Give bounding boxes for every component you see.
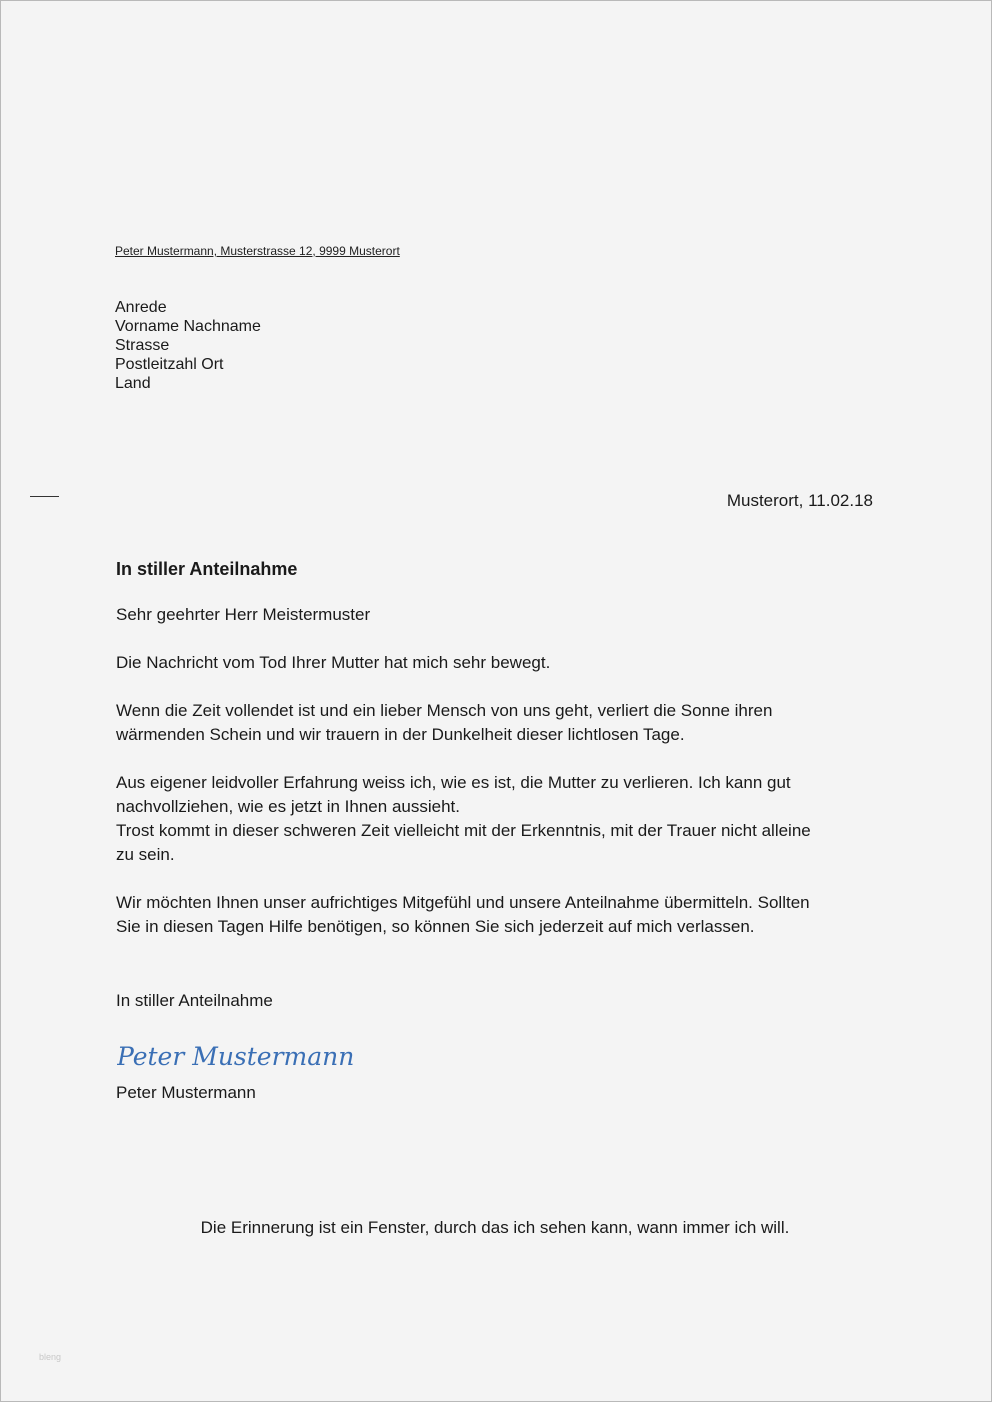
signature-text: Peter Mustermann bbox=[117, 1042, 355, 1071]
body-paragraph bbox=[116, 651, 886, 675]
closing-phrase: In stiller Anteilnahme bbox=[116, 991, 273, 1010]
letter-subject: In stiller Anteilnahme bbox=[116, 559, 298, 579]
closing-quote: Die Erinnerung ist ein Fenster, durch das ich sehen kann, wann immer ich will. bbox=[200, 1218, 790, 1237]
body-line: wärmenden Schein und wir trauern in der Dunkelheit dieser lichtlosen Tage. bbox=[116, 725, 685, 744]
salutation: Sehr geehrter Herr Meistermuster bbox=[116, 605, 371, 624]
sender-address-line: Peter Mustermann, Musterstrasse 12, 9999 Musterort bbox=[115, 244, 400, 258]
body-line: Wir möchten Ihnen unser aufrichtiges Mitgefühl und unsere Anteilnahme übermitteln. Sollten bbox=[116, 893, 810, 912]
fold-mark bbox=[30, 496, 59, 497]
body-line: Die Nachricht vom Tod Ihrer Mutter hat mich sehr bewegt. bbox=[116, 653, 551, 672]
watermark: bleng bbox=[39, 1352, 62, 1362]
recipient-line: Postleitzahl Ort bbox=[115, 356, 224, 373]
recipient-address bbox=[115, 298, 261, 393]
body-line: Trost kommt in dieser schweren Zeit vielleicht mit der Erkenntnis, mit der Trauer nicht alleine bbox=[116, 821, 811, 840]
handwritten-signature bbox=[117, 1039, 367, 1075]
body-line: Sie in diesen Tagen Hilfe benötigen, so können Sie sich jederzeit auf mich verlassen. bbox=[116, 917, 755, 936]
body-paragraph bbox=[116, 699, 886, 747]
recipient-line: Strasse bbox=[115, 337, 170, 354]
recipient-line: Land bbox=[115, 375, 151, 392]
body-paragraph bbox=[116, 891, 886, 939]
body-line: zu sein. bbox=[116, 845, 175, 864]
signer-name: Peter Mustermann bbox=[116, 1083, 256, 1102]
letter-body bbox=[116, 603, 886, 963]
body-line: nachvollziehen, wie es jetzt in Ihnen aussieht. bbox=[116, 797, 460, 816]
body-paragraph bbox=[116, 771, 886, 867]
place-date: Musterort, 11.02.18 bbox=[726, 491, 873, 510]
body-line: Wenn die Zeit vollendet ist und ein lieber Mensch von uns geht, verliert die Sonne ihren bbox=[116, 701, 773, 720]
body-line: Aus eigener leidvoller Erfahrung weiss ich, wie es ist, die Mutter zu verlieren. Ich kann gut bbox=[116, 773, 791, 792]
recipient-line: Anrede bbox=[115, 299, 167, 316]
recipient-line: Vorname Nachname bbox=[115, 318, 261, 335]
